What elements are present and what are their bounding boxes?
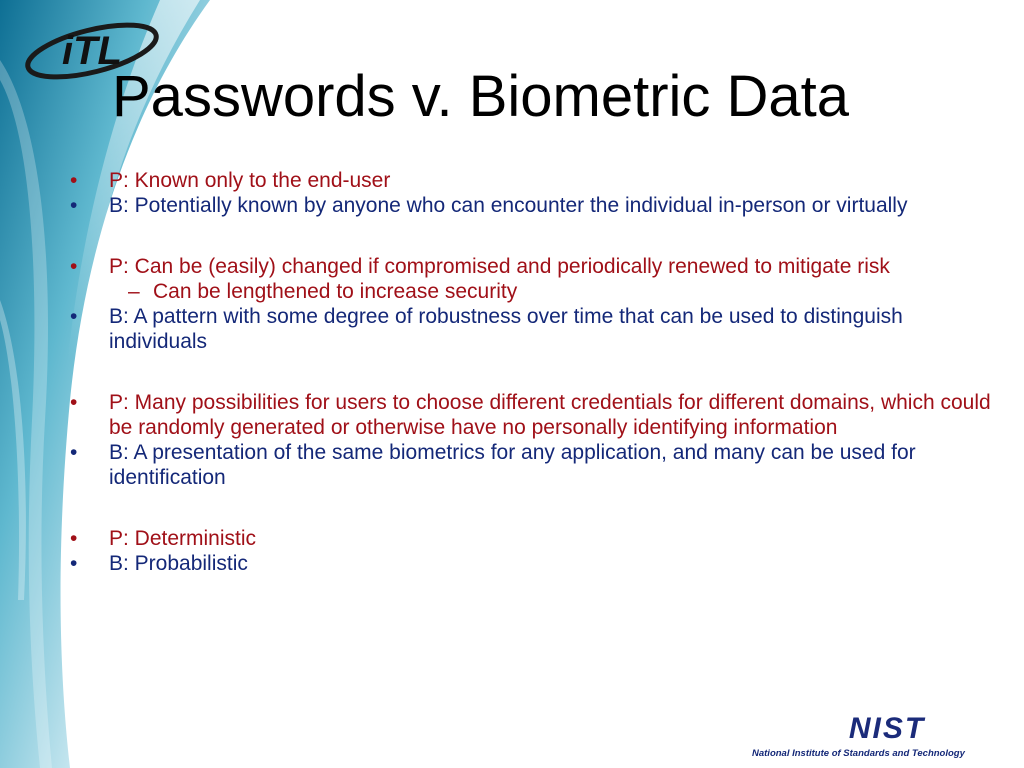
bullet-spacer bbox=[70, 490, 1000, 526]
bullet-marker: • bbox=[70, 441, 78, 464]
bullet-item bbox=[70, 304, 1000, 354]
bullet-text: P: Deterministic bbox=[109, 527, 257, 550]
bullet-text: B: Probabilistic bbox=[109, 552, 248, 575]
bullet-marker: • bbox=[70, 305, 78, 328]
bullet-marker: • bbox=[70, 169, 78, 192]
bullet-item bbox=[70, 254, 1000, 279]
bullet-text: Can be lengthened to increase security bbox=[153, 280, 518, 303]
slide-title: Passwords v. Biometric Data bbox=[112, 64, 850, 129]
nist-wordmark: NIST bbox=[848, 712, 926, 745]
bullet-text: P: Many possibilities for users to choose different credentials for different domains, which could be randomly generated or otherwise have no personally identifying information bbox=[109, 391, 991, 439]
nist-logo bbox=[752, 714, 1014, 762]
svg-text:iTL: iTL bbox=[62, 29, 122, 73]
bullet-spacer bbox=[70, 218, 1000, 254]
bullet-marker: • bbox=[70, 552, 78, 575]
bullet-text: B: Potentially known by anyone who can encounter the individual in-person or virtually bbox=[109, 194, 908, 217]
bullet-item bbox=[70, 193, 1000, 218]
bullet-list bbox=[70, 168, 1000, 576]
bullet-item bbox=[70, 440, 1000, 490]
bullet-marker: • bbox=[70, 527, 78, 550]
bullet-text: P: Known only to the end-user bbox=[109, 169, 391, 192]
dash-marker: – bbox=[128, 280, 140, 303]
nist-subtitle: National Institute of Standards and Technology bbox=[752, 748, 965, 759]
bullet-marker: • bbox=[70, 391, 78, 414]
bullet-text: B: A presentation of the same biometrics for any application, and many can be used for identification bbox=[109, 441, 916, 489]
bullet-item bbox=[70, 551, 1000, 576]
bullet-item bbox=[70, 168, 1000, 193]
bullet-item bbox=[70, 390, 1000, 440]
bullet-spacer bbox=[70, 354, 1000, 390]
bullet-marker: • bbox=[70, 255, 78, 278]
sub-bullet-item bbox=[70, 279, 1000, 304]
bullet-text: P: Can be (easily) changed if compromised and periodically renewed to mitigate risk bbox=[109, 255, 890, 278]
bullet-item bbox=[70, 526, 1000, 551]
bullet-text: B: A pattern with some degree of robustness over time that can be used to distinguish individuals bbox=[109, 305, 903, 353]
bullet-marker: • bbox=[70, 194, 78, 217]
